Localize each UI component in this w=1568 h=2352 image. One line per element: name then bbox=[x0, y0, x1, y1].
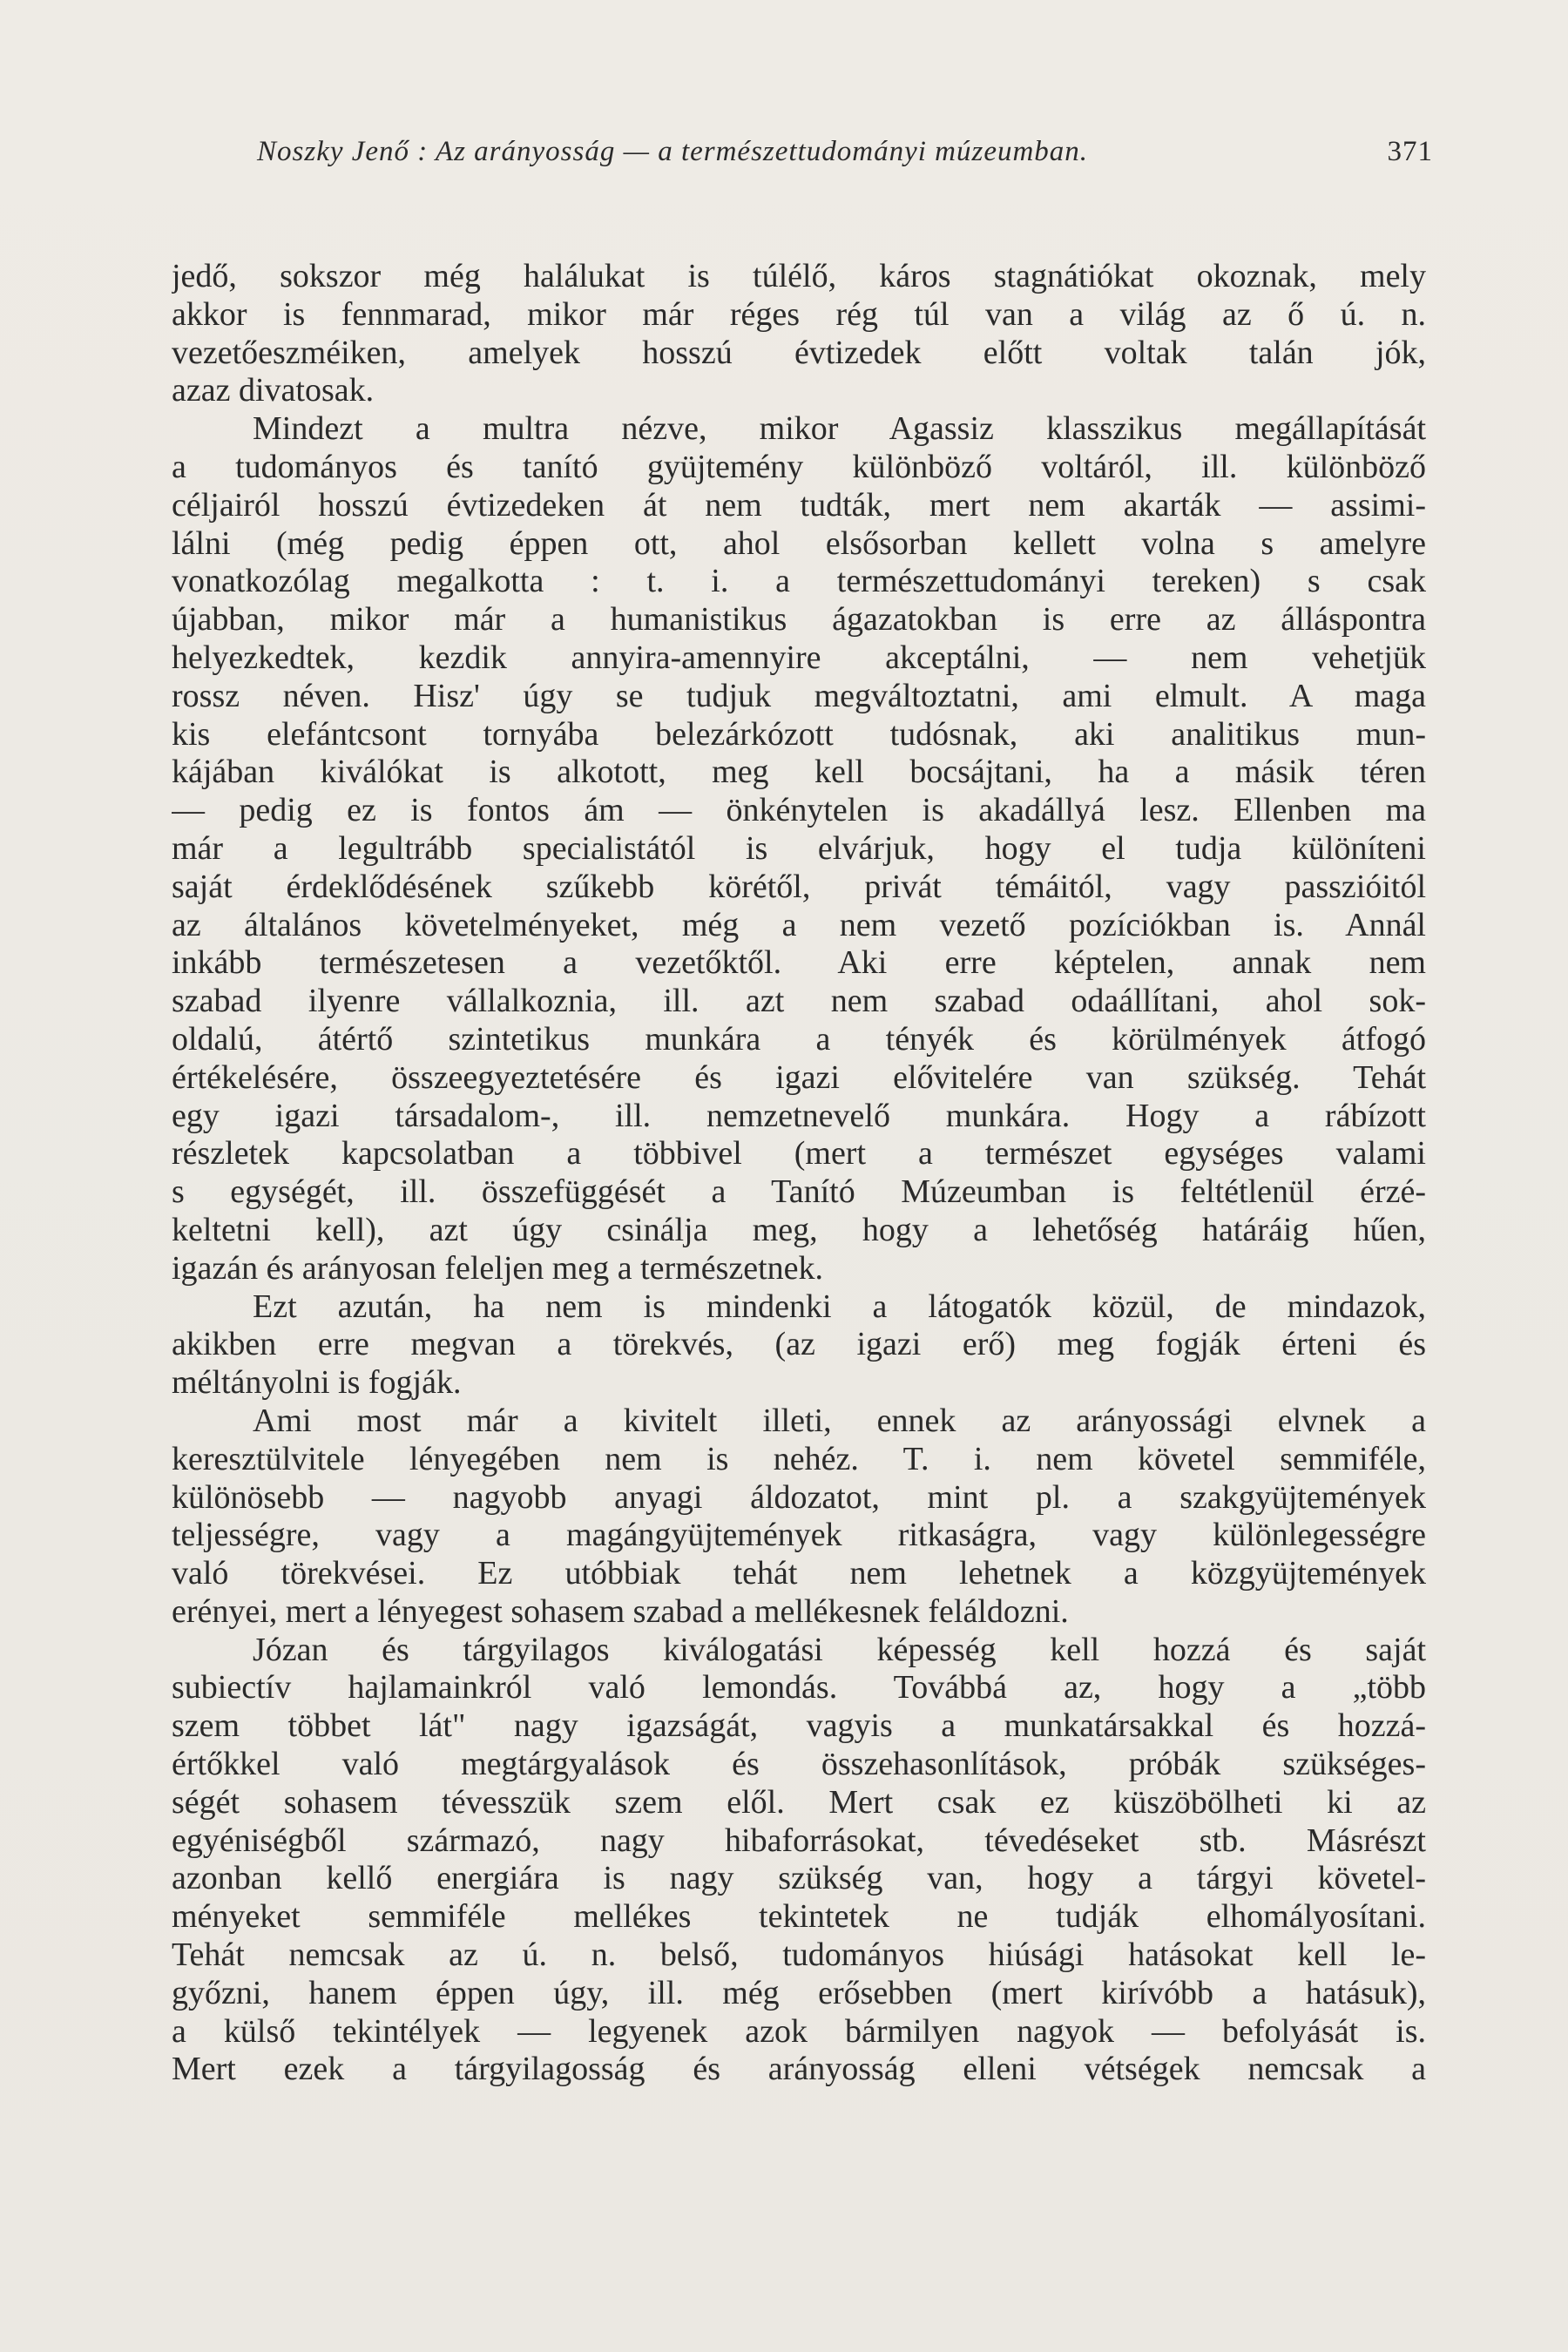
text-line: oldalú, átértő szintetikus munkára a tényék és körülmények átfogó bbox=[172, 1020, 1426, 1058]
text-line: Mindezt a multra nézve, mikor Agassiz klasszikus megállapítását bbox=[253, 410, 1426, 448]
text-line: inkább természetesen a vezetőktől. Aki erre képtelen, annak nem bbox=[172, 944, 1426, 982]
text-line: — pedig ez is fontos ám — önkénytelen is akadállyá lesz. Ellenben ma bbox=[172, 792, 1426, 829]
text-line: helyezkedtek, kezdik annyira-amennyire akceptálni, — nem vehetjük bbox=[172, 639, 1426, 676]
text-line: Józan és tárgyilagos kiválogatási képesség kell hozzá és saját bbox=[253, 1631, 1426, 1668]
text-line: már a legultrább specialistától is elvárjuk, hogy el tudja különíteni bbox=[172, 829, 1426, 867]
text-line: szem többet lát" nagy igazságát, vagyis a munkatársakkal és hozzá- bbox=[172, 1707, 1426, 1745]
text-line: subiectív hajlamainkról való lemondás. Továbbá az, hogy a „több bbox=[172, 1669, 1426, 1707]
text-line: értékelésére, összeegyeztetésére és igazi elővitelére van szükség. Tehát bbox=[172, 1058, 1426, 1096]
text-line: egy igazi társadalom-, ill. nemzetnevelő munkára. Hogy a rábízott bbox=[172, 1097, 1426, 1134]
text-line: erényei, mert a lényegest sohasem szabad a mellékesnek feláldozni. bbox=[172, 1592, 1069, 1630]
text-line: a külső tekintélyek — legyenek azok bármilyen nagyok — befolyását is. bbox=[172, 2012, 1426, 2050]
page-number: 371 bbox=[1387, 136, 1433, 167]
text-line: a tudományos és tanító gyüjtemény különböző voltáról, ill. különböző bbox=[172, 448, 1426, 485]
text-line: különösebb — nagyobb anyagi áldozatot, mint pl. a szakgyüjtemények bbox=[172, 1478, 1426, 1516]
text-line: céljairól hosszú évtizedeken át nem tudták, mert nem akarták — assimi- bbox=[172, 486, 1426, 524]
text-line: Mert ezek a tárgyilagosság és arányosság elleni vétségek nemcsak a bbox=[172, 2051, 1426, 2088]
text-line: az általános követelményeket, még a nem vezető pozíciókban is. Annál bbox=[172, 906, 1426, 943]
text-line: jedő, sokszor még halálukat is túlélő, káros stagnátiókat okoznak, mely bbox=[172, 258, 1426, 294]
text-line: keresztülvitele lényegében nem is nehéz. T. i. nem követel semmiféle, bbox=[172, 1440, 1426, 1477]
text-line: saját érdeklődésének szűkebb körétől, privát témáitól, vagy passzióitól bbox=[172, 868, 1426, 905]
text-line: Ami most már a kivitelt illeti, ennek az arányossági elvnek a bbox=[253, 1402, 1426, 1439]
text-line: kis elefántcsont tornyába belezárkózott tudósnak, aki analitikus mun- bbox=[172, 715, 1426, 753]
running-title: Noszky Jenő : Az arányosság — a természettudományi múzeumban. bbox=[257, 136, 1089, 167]
text-line: Ezt azután, ha nem is mindenki a látogatók közül, de mindazok, bbox=[253, 1288, 1426, 1325]
text-line: lálni (még pedig éppen ott, ahol elsősorban kellett volna s amelyre bbox=[172, 524, 1426, 562]
text-line: igazán és arányosan feleljen meg a természetnek. bbox=[172, 1249, 824, 1287]
text-line: akkor is fennmarad, mikor már réges rég túl van a világ az ő ú. n. bbox=[172, 295, 1426, 333]
text-line: újabban, mikor már a humanistikus ágazatokban is erre az álláspontra bbox=[172, 601, 1426, 639]
running-header bbox=[257, 136, 1433, 181]
text-line: méltányolni is fogják. bbox=[172, 1364, 462, 1402]
text-line: részletek kapcsolatban a többivel (mert a természet egységes valami bbox=[172, 1135, 1426, 1173]
text-line: ményeket semmiféle mellékes tekintetek ne tudják elhomályosítani. bbox=[172, 1898, 1426, 1936]
text-line: azaz divatosak. bbox=[172, 372, 375, 409]
text-line: kájában kiválókat is alkotott, meg kell bocsájtani, ha a másik téren bbox=[172, 754, 1426, 791]
text-line: szabad ilyenre vállalkoznia, ill. azt nem szabad odaállítani, ahol sok- bbox=[172, 983, 1426, 1020]
text-line: egyéniségből származó, nagy hibaforrásokat, tévedéseket stb. Másrészt bbox=[172, 1821, 1426, 1859]
text-line: értőkkel való megtárgyalások és összehasonlítások, próbák szükséges- bbox=[172, 1746, 1426, 1783]
text-line: keltetni kell), azt úgy csinálja meg, hogy a lehetőség határáig hűen, bbox=[172, 1211, 1426, 1248]
text-line: ségét sohasem tévesszük szem elől. Mert csak ez küszöbölheti ki az bbox=[172, 1783, 1426, 1821]
text-line: vonatkozólag megalkotta : t. i. a természettudományi tereken) s csak bbox=[172, 563, 1426, 600]
text-line: akikben erre megvan a törekvés, (az igazi erő) meg fogják érteni és bbox=[172, 1326, 1426, 1363]
text-line: rossz néven. Hisz' úgy se tudjuk megváltoztatni, ami elmult. A maga bbox=[172, 677, 1426, 714]
text-line: való törekvései. Ez utóbbiak tehát nem lehetnek a közgyüjtemények bbox=[172, 1555, 1426, 1592]
text-line: Tehát nemcsak az ú. n. belső, tudományos hiúsági hatásokat kell le- bbox=[172, 1936, 1426, 1974]
text-line: teljességre, vagy a magángyüjtemények ritkaságra, vagy különlegességre bbox=[172, 1517, 1426, 1554]
text-line: győzni, hanem éppen úgy, ill. még erősebben (mert kirívóbb a hatásuk), bbox=[172, 1974, 1426, 2011]
text-line: azonban kellő energiára is nagy szükség van, hogy a tárgyi követel- bbox=[172, 1860, 1426, 1897]
text-line: s egységét, ill. összefüggését a Tanító Múzeumban is feltétlenül érzé- bbox=[172, 1173, 1426, 1211]
text-line: vezetőeszméiken, amelyek hosszú évtizedek előtt voltak talán jók, bbox=[172, 334, 1426, 371]
body-text bbox=[172, 258, 1426, 2089]
